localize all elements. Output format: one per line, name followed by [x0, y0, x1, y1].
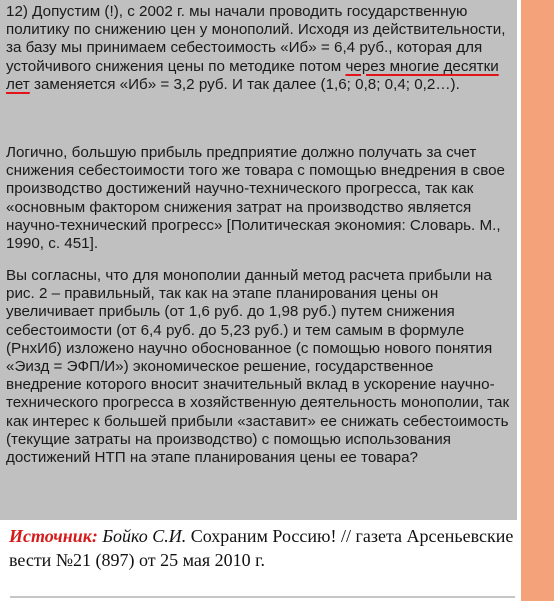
source-citation [9, 524, 517, 572]
paragraph-12-text-start: 12) Допустим (!), с 2002 г. мы начали проводить государственную политику по снижению цен у монополий. Исходя из действительности, за базу мы принимаем себестоимость «Иб» = 6,4 руб., которая для устойчивого снижения цены по методике потом [6, 3, 506, 75]
bottom-divider [10, 596, 515, 598]
side-accent-strip [521, 0, 554, 601]
source-author: Бойко С.И. [102, 526, 187, 546]
underlined-phrase: через многие десятки лет [6, 57, 499, 93]
source-text: Сохраним Россию! // газета Арсеньевские вести №21 (897) от 25 мая 2010 г. [9, 526, 514, 570]
paragraph-logic: Логично, большую прибыль предприятие должно получать за счет снижения себестоимости того же товара с помощью внедрения в свое производство достижений научно-технического прогресса, так как «основным фактором снижения затрат на производство является научно-технический прогресс» [Политическая экономия: Словарь. М., 1990, с. 451]. [6, 144, 505, 253]
paragraph-question: Вы согласны, что для монополии данный метод расчета прибыли на рис. 2 – правильный, так как на этапе планирования цены он увеличивает прибыль (от 1,6 руб. до 1,98 руб.) путем снижения себестоимости (от 6,4 руб. до 5,23 руб.) и тем самым в формуле (РнхИб) изложено научно обоснованное (с помощью нового понятия «Эизд = ЭФП/И») экономическое решение, государственное внедрение которого вносит значительный вклад в ускорение научно-технического прогресса в хозяйственную деятельность монополии, так как интерес к большей прибыли «заставит» ее снижать себестоимость (текущие затраты на производство) с помощью использования достижений НТП на этапе планирования цены ее товара? [6, 267, 510, 467]
paragraph-12 [6, 3, 512, 94]
source-label: Источник: [9, 526, 98, 546]
paragraph-12-text-end: заменяется «Иб» = 3,2 руб. И так далее (1,6; 0,8; 0,4; 0,2…). [34, 75, 460, 93]
